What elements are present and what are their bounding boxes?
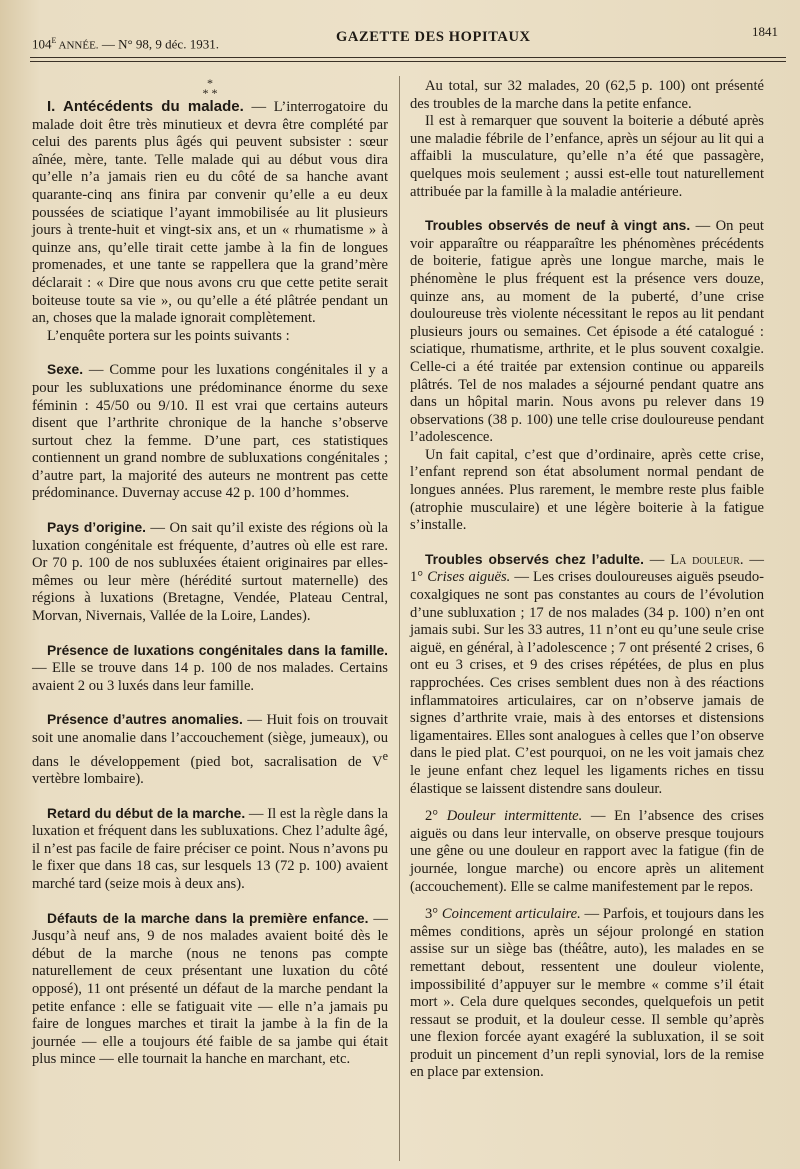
- text-famille: — Elle se trouve dans 14 p. 100 de nos malades. Certains avaient 2 ou 3 luxés dans leur famille.: [32, 660, 388, 694]
- text-sexe: — Comme pour les luxations congénitales il y a pour les subluxations une prédominance énorme du sexe féminin : 45/50 ou 9/10. Il est vrai que certains auteurs disent que l’arthrite chronique de la hanche s’observe surtout chez la femme. D’une part, ces statistiques contiennent un grand nombre de subluxations congénitales ; d’autre part, la majorité des auteurs ne montrent pas cette prédominance. Duvernay accuse 42 p. 100 d’hommes.: [32, 362, 388, 502]
- heading-anomalies: Présence d’autres anomalies.: [47, 712, 243, 728]
- issue-annee: ANNÉE.: [56, 39, 99, 52]
- heading-pays: Pays d’origine.: [47, 520, 146, 536]
- paragraph-total: Au total, sur 32 malades, 20 (62,5 p. 100) ont présenté des troubles de la marche dans la petite enfance.: [410, 78, 764, 112]
- issue-year-sup: e: [51, 34, 57, 46]
- heading-adulte: Troubles observés chez l’adulte.: [425, 551, 644, 567]
- paragraph-retard: [32, 805, 388, 894]
- paragraph-famille: [32, 642, 388, 696]
- paragraph-defauts: [32, 910, 388, 1069]
- header-rule-thick: [30, 61, 786, 62]
- asterism: * * *: [202, 76, 218, 100]
- subheading-crises-aigues: Crises aiguës.: [427, 569, 511, 586]
- heading-defauts: Défauts de la marche dans la première enfance.: [47, 910, 369, 926]
- running-header: [30, 26, 786, 50]
- left-column: [32, 78, 388, 1069]
- heading-antecedents: I. Antécédents du malade.: [47, 98, 244, 115]
- text-anomalies-end: vertèbre lombaire).: [32, 771, 144, 788]
- paragraph-adulte: [410, 551, 764, 798]
- paragraph-sexe: [32, 361, 388, 503]
- text-pays: — On sait qu’il existe des régions où la luxation congénitale est fréquente, d’autres où elle est rare. Or 70 p. 100 de nos subluxées étaient originaires par elles-mêmes ou leur mère (hérédité surtout maternelle) des régions à luxations (Bretagne, Vendée, Plateau Central, Morvan, Nivernais, Vallée de la Loire, Landes).: [32, 520, 388, 625]
- page-number: 1841: [752, 24, 778, 39]
- issue-year: 104: [32, 36, 52, 52]
- paragraph-enquete: L’enquête portera sur les points suivants :: [47, 327, 290, 344]
- heading-neuf-vingt: Troubles observés de neuf à vingt ans.: [425, 218, 691, 234]
- heading-retard: Retard du début de la marche.: [47, 805, 246, 821]
- subheading-coincement: Coincement articulaire.: [441, 906, 581, 923]
- journal-title: GAZETTE DES HOPITAUX: [336, 29, 531, 45]
- text-douleur-intermittente: — En l’absence des crises aiguës ou dans leur intervalle, on observe presque toujours une gêne ou une douleur en rapport avec la fatigue (fin de journée, longue marche) ou encore après un alitement (accouchement). Elle se calme manifestement par le repos.: [410, 808, 764, 895]
- paragraph-douleur-intermittente: [410, 808, 764, 896]
- text-anomalies: — Huit fois on trouvait soit une anomalie dans l’accouchement (siège, jumeaux), ou dans le développement (pied bot, sacralisation de V: [32, 712, 388, 770]
- text-neuf-vingt: — On peut voir apparaître ou réapparaître les phénomènes précédents de boiterie, fatigue après une longue marche, mais le phénomène le plus fréquent est la présence vers douze, quinze ans, au moment de la puberté, d’une crise douloureuse très violente nécessitant le repos au lit pendant plusieurs jours ou semaines. Cet épisode a été catalogué : sciatique, rhumatisme, arthrite, et le plus souvent coxalgie. Celle-ci a été traitée par extension continue ou appareils plâtrés. Tel de nos malades a séjourné pendant quatre ans dans un hôpital marin. Nous avons pu relever dans 19 observations (38 p. 100) une telle crise douloureuse pendant l’adolescence.: [410, 218, 764, 446]
- text-retard: — Il est la règle dans la luxation et fréquent dans les subluxations. Chez l’adulte âgé, il n’est pas facile de faire préciser ce point. Nous n’avons pu le fixer que dans 18 cas, sur lesquels 13 (72 p. 100) avaient marché tard (seize mois à deux ans).: [32, 805, 388, 893]
- paragraph-coincement: [410, 906, 764, 1082]
- paragraph-neuf-vingt: [410, 217, 764, 447]
- issue-number-date: — N° 98, 9 déc. 1931.: [98, 36, 219, 52]
- num-coincement: 3°: [425, 906, 442, 923]
- issue-info: [32, 34, 219, 52]
- text-anomalies-sup: e: [382, 748, 388, 763]
- paragraph-pays: [32, 519, 388, 626]
- text-defauts: — Jusqu’à neuf ans, 9 de nos malades avaient boité dès le début de la marche (nous ne tenons pas compte naturellement de ceux présentant une luxation du côté opposé), 11 ont présenté un défaut de la marche pendant la petite enfance : elle se fatiguait vite — elle n’a jamais pu faire de longues marches et tirait la jambe à la fin de la journée — elle a toujours été faible de sa jambe qui était plus mince — elle tournait la hanche en marchant, etc.: [32, 910, 388, 1068]
- num-douleur-intermittente: 2°: [425, 808, 447, 825]
- right-column: [410, 78, 764, 1082]
- paragraph-boiterie: Il est à remarquer que souvent la boiterie a débuté après une maladie fébrile de l’enfance, après un séjour au lit qui a affaibli la musculature, qu’elle n’a été que passagère, quelques mois seulement ; aussi est-elle tout naturellement attribuée par la famille à la maladie antérieure.: [410, 113, 764, 200]
- text-coincement: — Parfois, et toujours dans les mêmes conditions, après un séjour prolongé en station assise sur un siège bas (théâtre, auto), les malades en se remettant debout, ressentent une douleur violente, impossibilité d’appuyer sur le membre « comme s’il était mort ». Cela dure quelques secondes, quelquefois un petit ressaut se produit, et la douleur cesse. Il semble qu’après une flexion forcée ayant exagéré la subluxation, il se soit produit un pincement d’un repli synovial, lors de la remise en place par extension.: [410, 906, 764, 1081]
- paragraph-anomalies: [32, 711, 388, 788]
- num-crises: — 1°: [410, 551, 764, 586]
- subheading-douleur: La douleur.: [670, 551, 744, 568]
- heading-famille: Présence de luxations congénitales dans la famille.: [47, 642, 388, 658]
- subheading-douleur-intermittente: Douleur intermittente.: [446, 808, 583, 825]
- text-crises-aigues: — Les crises douloureuses aiguës pseudo-coxalgiques ne sont pas constantes au cours de l’évolution d’une subluxation ; 17 de nos malades (34 p. 100) n’en ont jamais subi. Sur les 33 autres, 11 n’ont eu qu’une seule crise aiguë, en général, à l’adolescence ; 7 ont présenté 2 crises, 6 ont eu 3 crises, et 9 des crises répétées, de plus en plus rapprochées. Ces crises semblent dues non à des réactions inflammatoires articulaires, car on n’observe jamais de signes d’arthrite vraie, mais à des entorses et distensions ligamentaires. Elles sont analogues à celles que l’on observe dans le pied plat. C’est pourquoi, on ne les voit jamais chez le jeune enfant chez lequel les ligaments riches en tissu élastique se laissent distendre sans douleur.: [410, 569, 764, 797]
- column-divider: [399, 76, 400, 1161]
- paragraph-antecedents: [32, 98, 388, 328]
- heading-sexe: Sexe.: [47, 362, 84, 378]
- text-antecedents: — L’interrogatoire du malade doit être très minutieux et devra être complété par celui des parents plus âgés qui peuvent subsister : sœur aînée, mère, tante. Telle malade qui au début vous dira qu’elle n’a jamais rien eu du côté de sa hanche avant quarante-cinq ans finira par convenir qu’elle a eu deux poussées de sciatique l’ayant immobilisée au lit plusieurs jours à trente-huit et vingt-six ans, et un « rhumatisme » à quinze ans, qu’elle tirait cette jambe à la fin de longues promenades, et une tante se rappellera que la grand’mère déclarait : « Dire que nous avons cru que cette petite serait boiteuse toute sa vie », ou qu’elle a été plâtrée pendant un an, choses que la malade ignorait complètement.: [32, 99, 388, 327]
- dash-adulte: —: [643, 551, 671, 568]
- paragraph-fait-capital: Un fait capital, c’est que d’ordinaire, après cette crise, l’enfant reprend son état absolument normal pendant de longues années. Plus rarement, le membre reste plus faible (atrophie musculaire) et une légère boiterie à la fatigue s’installe.: [410, 446, 764, 534]
- header-rule-thin: [30, 57, 786, 58]
